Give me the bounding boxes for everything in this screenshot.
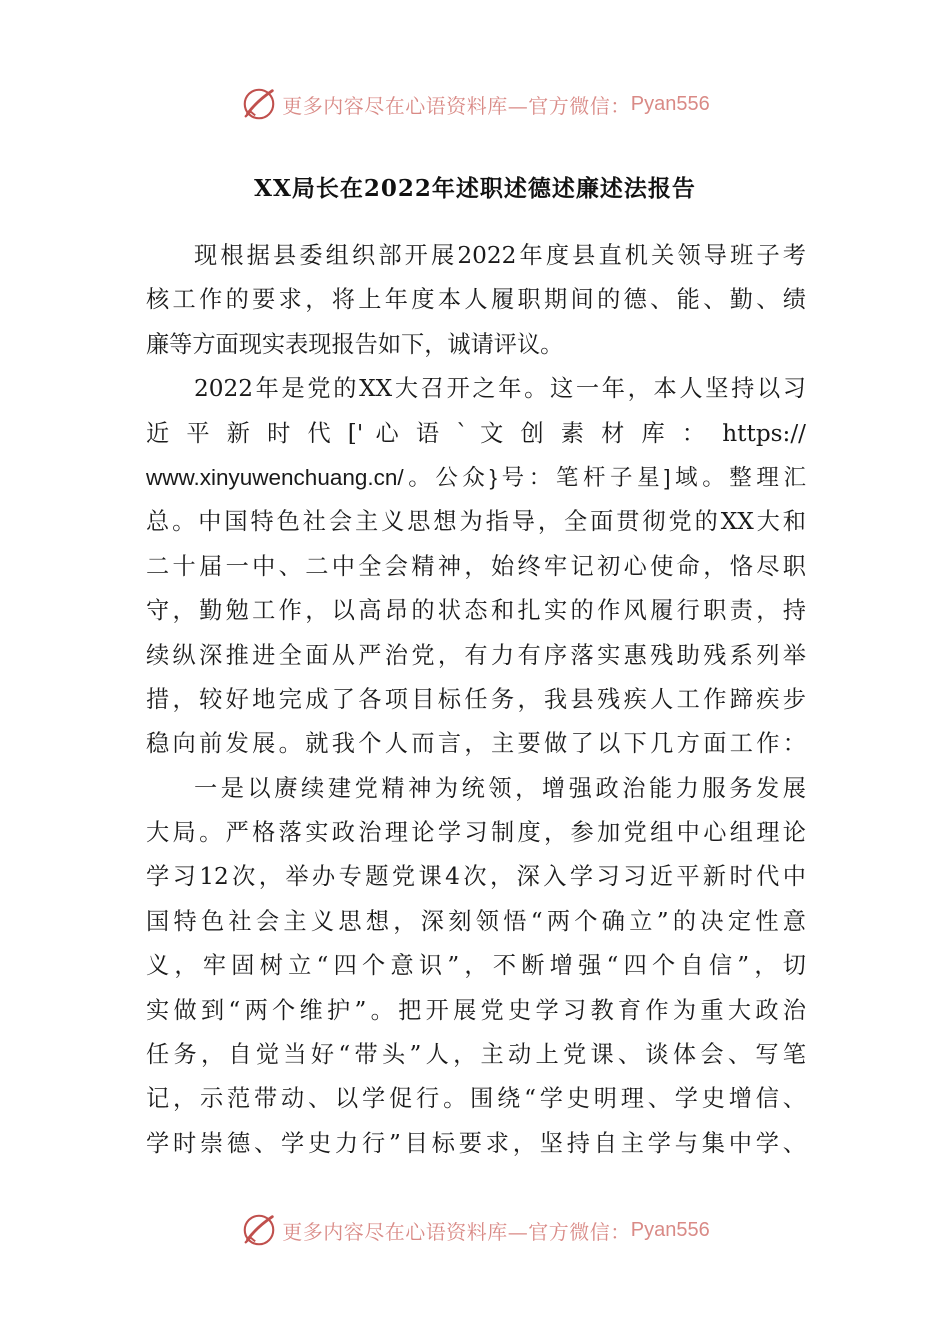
body-line: 续纵深推进全面从严治党，有力有序落实惠残助残系列举: [146, 641, 806, 669]
body-line: 记，示范带动、以学促行。围绕“学史明理、学史增信、: [146, 1085, 806, 1113]
body-line: 实做到“两个维护”。把开展党史学习教育作为重大政治: [146, 996, 806, 1024]
document-body: [146, 234, 806, 1166]
watermark-footer: [0, 1208, 950, 1252]
body-line: 学习12次，举办专题党课4次，深入学习习近平新时代中: [146, 863, 806, 891]
body-line: 二十届一中、二中全会精神，始终牢记初心使命，恪尽职: [146, 552, 806, 580]
body-line: 任务，自觉当好“带头”人，主动上党课、谈体会、写笔: [146, 1041, 806, 1069]
watermark-id: Pyan556: [630, 1218, 710, 1241]
body-line: 2022年是党的XX大召开之年。这一年，本人坚持以习: [194, 375, 806, 403]
body-line: 近 平 新 时 代 [' 心 语 ` 文 创 素 材 库 ： https://: [146, 419, 806, 447]
body-line: 总。中国特色社会主义思想为指导，全面贯彻党的XX大和: [146, 508, 806, 536]
body-line: www.xinyuwenchuang.cn/。公众}号：笔杆子星]域。整理汇: [146, 464, 806, 490]
body-line: 守，勤勉工作，以高昂的状态和扎实的作风履行职责，持: [146, 597, 806, 625]
body-line: 一是以赓续建党精神为统领，增强政治能力服务发展: [194, 774, 806, 802]
watermark-text: 更多内容尽在心语资料库—官方微信：: [282, 1219, 631, 1244]
body-line: 廉等方面现实表现报告如下，诚请评议。: [146, 330, 564, 358]
watermark-header: [0, 82, 950, 126]
watermark-text: 更多内容尽在心语资料库—官方微信：: [282, 93, 631, 118]
pen-logo-icon: [240, 85, 278, 123]
body-line: 学时崇德、学史力行”目标要求，坚持自主学与集中学、: [146, 1129, 806, 1157]
body-line: 现根据县委组织部开展2022年度县直机关领导班子考: [194, 242, 806, 269]
watermark-id: Pyan556: [630, 92, 710, 115]
body-line: 国特色社会主义思想，深刻领悟“两个确立”的决定性意: [146, 907, 806, 935]
body-line: 稳向前发展。就我个人而言，主要做了以下几方面工作：: [146, 730, 806, 758]
pen-logo-icon: [240, 1211, 278, 1249]
body-line: 义，牢固树立“四个意识”，不断增强“四个自信”，切: [146, 952, 806, 980]
body-line: 大局。严格落实政治理论学习制度，参加党组中心组理论: [146, 819, 806, 847]
body-line: 措，较好地完成了各项目标任务，我县残疾人工作蹄疾步: [146, 685, 806, 713]
document-title: XX局长在2022年述职述德述廉述法报告: [254, 175, 696, 202]
body-line: 核工作的要求，将上年度本人履职期间的德、能、勤、绩: [146, 286, 806, 314]
